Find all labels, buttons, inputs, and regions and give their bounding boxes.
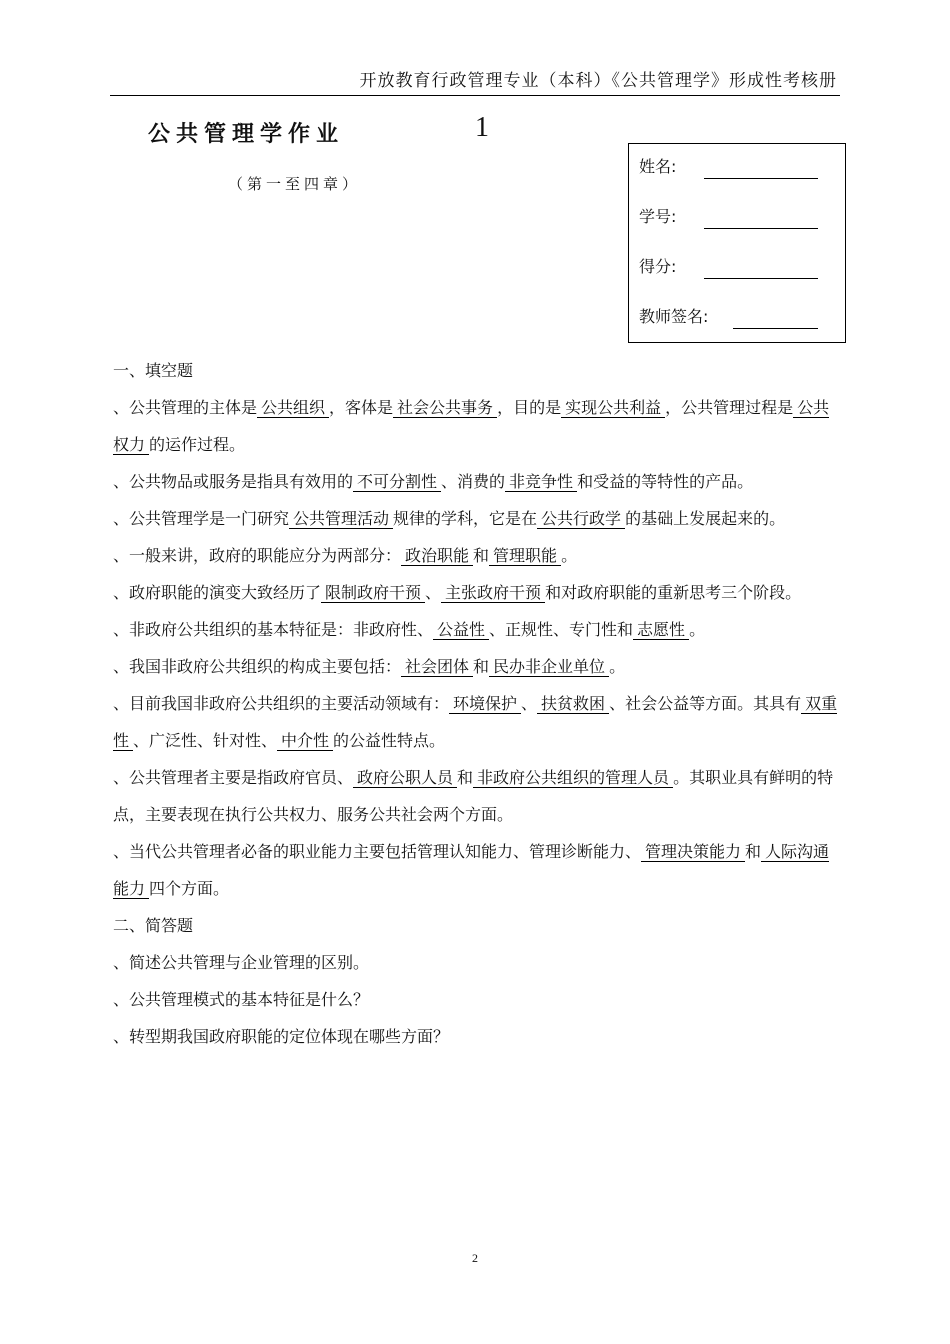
score-field[interactable] [704,278,818,279]
teacher-signature-label: 教师签名: [639,307,709,326]
question-4: 、一般来讲，政府的职能应分为两部分： 政治职能 和 管理职能 。 [113,546,578,565]
answer-blank: 政府公职人员 [353,768,457,788]
answer-blank: 公共行政学 [537,509,625,529]
answer-blank: 限制政府干预 [321,583,425,603]
answer-blank: 社会公共事务 [393,398,497,418]
answer-blank: 主张政府干预 [441,583,545,603]
answer-blank: 管理决策能力 [641,842,745,862]
teacher-signature-field[interactable] [733,328,818,329]
page-title: 公共管理学作业 [148,122,345,147]
header-divider [110,95,840,96]
answer-blank: 志愿性 [633,620,689,640]
answer-blank: 公共权力 [113,398,830,454]
answer-blank: 公共管理活动 [289,509,393,529]
section-heading-fill-blank: 一、填空题 [113,361,194,380]
score-label: 得分: [639,257,677,276]
answer-blank: 公共组织 [257,398,329,418]
question-7: 、我国非政府公共组织的构成主要包括： 社会团体 和 民办非企业单位 。 [113,657,626,676]
page-header: 开放教育行政管理专业（本科）《公共管理学》形成性考核册 [359,71,837,91]
name-field[interactable] [704,178,818,179]
answer-blank: 非竞争性 [505,472,577,492]
page-number: 2 [472,1251,478,1265]
student-id-field[interactable] [704,228,818,229]
answer-blank: 环境保护 [449,694,521,714]
short-answer-1: 、简述公共管理与企业管理的区别。 [113,953,370,972]
short-answer-2: 、公共管理模式的基本特征是什么？ [113,990,370,1009]
answer-blank: 扶贫救困 [537,694,609,714]
answer-blank: 管理职能 [489,546,561,566]
question-2: 、公共物品或服务是指具有效用的 不可分割性 、消费的 非竞争性 和受益的等特性的产品。 [113,472,754,491]
answer-blank: 实现公共利益 [561,398,665,418]
answer-blank: 公益性 [433,620,489,640]
short-answer-3: 、转型期我国政府职能的定位体现在哪些方面？ [113,1027,450,1046]
answer-blank: 民办非企业单位 [489,657,609,677]
question-9: 、公共管理者主要是指政府官员、 政府公职人员 和 非政府公共组织的管理人员 。其职业具有鲜明的特点，主要表现在执行公共权力、服务公共社会两个方面。 [113,768,834,824]
answer-blank: 人际沟通能力 [113,842,830,898]
question-5: 、政府职能的演变大致经历了 限制政府干预 、 主张政府干预 和对政府职能的重新思考三个阶段。 [113,583,802,602]
answer-blank: 不可分割性 [353,472,441,492]
student-info-box [628,143,846,343]
answer-blank: 政治职能 [401,546,473,566]
name-label: 姓名: [639,157,677,176]
page-subtitle: （第一至四章） [228,175,362,193]
question-6: 、非政府公共组织的基本特征是：非政府性、 公益性 、正规性、专门性和 志愿性 。 [113,620,706,639]
answer-blank: 社会团体 [401,657,473,677]
answer-blank: 非政府公共组织的管理人员 [473,768,673,788]
question-3: 、公共管理学是一门研究 公共管理活动 规律的学科，它是在 公共行政学 的基础上发展起来的。 [113,509,786,528]
student-id-label: 学号: [639,207,677,226]
section-heading-short-answer: 二、简答题 [113,916,194,935]
answer-blank: 中介性 [277,731,333,751]
question-8: 、目前我国非政府公共组织的主要活动领域有： 环境保护 、 扶贫救困 、社会公益等方面。其具有 双重性 、广泛性、针对性、 中介性 的公益性特点。 [113,694,838,750]
question-10: 、当代公共管理者必备的职业能力主要包括管理认知能力、管理诊断能力、 管理决策能力 和 人际沟通能力 四个方面。 [113,842,830,898]
answer-blank: 双重性 [113,694,838,750]
assignment-content [113,352,840,1055]
question-1: 、公共管理的主体是 公共组织 ，客体是 社会公共事务 ，目的是 实现公共利益 ，公共管理过程是 公共权力 的运作过程。 [113,398,830,454]
assignment-number: 1 [475,112,489,143]
